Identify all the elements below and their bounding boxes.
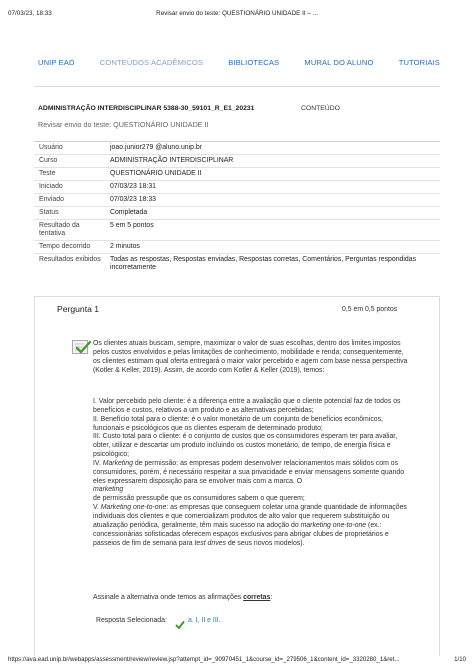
correct-answer-icon	[72, 340, 91, 356]
selected-answer-letter: a.	[188, 617, 194, 624]
statement-5-term-2: marketing one-to-one	[300, 521, 367, 529]
statement-5	[93, 504, 410, 548]
info-value: 07/03/23 18:33	[110, 196, 156, 203]
statement-5-text: : as empresas que conseguem coletar uma grande quantidade de informações individuais dos clientes e que comercializam produtos de alto valor que requerem substituição ou atualização periódica, geralmente, têm mais sucesso na adoção do	[93, 504, 407, 529]
info-value: 2 minutos	[110, 243, 140, 250]
course-breadcrumb[interactable]: ADMINISTRAÇÃO INTERDISCIPLINAR 5388-30_59101_R_E1_20231	[38, 105, 255, 112]
statement-4-term-2: marketing	[93, 486, 124, 494]
statement-5-text-2: (ex.: concessionárias sofisticadas oferecem espaços exclusivos para abrigar clubes de proprietários e passeios de fim de semana para	[93, 521, 389, 547]
selected-answer-label: Resposta Selecionada:	[96, 617, 167, 624]
statement-5-term: Marketing one-to-one	[100, 504, 167, 512]
selected-answer-value: I, II e III.	[195, 617, 221, 624]
info-row-curso	[34, 154, 440, 167]
statement-2: II. Benefício total para o cliente: é o valor monetário de um conjunto de benefícios econômicos, funcionais e psicológicos que os clientes esperam de determinado produto;	[93, 415, 383, 432]
attempt-info-table	[34, 141, 440, 274]
info-label: Enviado	[39, 196, 64, 203]
info-label: Tempo decorrido	[39, 243, 91, 250]
info-label: Resultado da tentativa	[39, 222, 80, 237]
question-title: Pergunta 1	[57, 304, 100, 314]
info-value: ADMINISTRAÇÃO INTERDISCIPLINAR	[110, 157, 234, 164]
print-footer	[8, 656, 466, 666]
statement-1: I. Valor percebido pelo cliente: é a diferença entre a avaliação que o cliente potencial faz de todos os benefícios e custos, relativos a um produto e as alternativas percebidas;	[93, 398, 401, 414]
statement-5-tail: de seus novos modelos).	[225, 539, 305, 547]
info-row-usuario	[34, 141, 440, 154]
print-title: Revisar envio do teste: QUESTIONÁRIO UNIDADE II – ...	[156, 10, 318, 17]
statement-5-prefix: V.	[93, 504, 101, 512]
breadcrumb-conteudo[interactable]: CONTEÚDO	[301, 105, 340, 112]
info-value: Todas as respostas, Respostas enviadas, Respostas corretas, Comentários, Perguntas respondidas incorretamente	[110, 256, 417, 271]
nav-mural-do-aluno[interactable]: MURAL DO ALUNO	[304, 58, 374, 67]
question-intro: Os clientes atuais buscam, sempre, maximizar o valor de suas escolhas, dentro dos limites impostos pelos custos envolvidos e pelas limitações de conhecimento, mobilidade e renda; consequentemente, os clientes estimam qual oferta entregará o maior valor percebido e agem com base nessa perspectiva (Kotler & Keller, 2019). Assim, de acordo com Kotler & Keller (2019), temos:	[93, 340, 408, 374]
info-value: joao.junior279 @aluno.unip.br	[110, 144, 203, 151]
print-page-number: 1/10	[454, 656, 466, 663]
statement-4-tail: de permissão pressupõe que os consumidores sabem o que querem;	[93, 495, 305, 503]
instruction-prefix: Assinale a alternativa onde temos as afirmações	[93, 594, 244, 601]
statement-3: III. Custo total para o cliente: é o conjunto de custos que os consumidores esperam ter para avaliar, obter, utilizar e descartar um produto incluindo os custos monetário, de tempo, de energia física e psicológico;	[93, 433, 398, 459]
print-datetime: 07/03/23, 18:33	[8, 10, 52, 17]
info-label: Curso	[39, 157, 58, 164]
statement-4-term: Marketing	[102, 459, 133, 467]
nav-divider	[34, 86, 440, 87]
info-label: Usuário	[39, 144, 63, 151]
info-row-teste	[34, 167, 440, 180]
nav-bibliotecas[interactable]: BIBLIOTECAS	[228, 58, 280, 67]
info-label: Teste	[39, 170, 56, 177]
page-title: Revisar envio do teste: QUESTIONÁRIO UNIDADE II	[38, 120, 209, 129]
selected-answer	[188, 617, 221, 624]
info-label: Status	[39, 209, 59, 216]
instruction-suffix: :	[270, 594, 273, 601]
info-row-iniciado	[34, 180, 440, 193]
statement-4	[93, 460, 410, 504]
question-text	[93, 340, 410, 547]
statement-4-prefix: IV.	[93, 459, 103, 467]
question-score: 0,5 em 0,5 pontos	[342, 306, 398, 313]
nav-unip-ead[interactable]: UNIP EAD	[38, 58, 75, 67]
statement-4-text: de permissão: as empresas podem desenvolver relacionamentos mais sólidos com os consumidores, porém, é necessário respeitar a sua privacidade e enviar mensagens somente quando eles expressarem disposição para se envolver mais com a marca. O	[93, 459, 405, 485]
nav-tutoriais[interactable]: TUTORIAIS	[398, 58, 440, 67]
info-value: QUESTIONÁRIO UNIDADE II	[110, 170, 202, 177]
nav-conteudos-academicos[interactable]: CONTEÚDOS ACADÊMICOS	[99, 58, 204, 67]
print-header	[8, 10, 466, 20]
info-row-status	[34, 206, 440, 219]
info-label: Iniciado	[39, 183, 63, 190]
info-label: Resultados exibidos	[39, 256, 101, 263]
statement-5-term-3: test drives	[194, 539, 226, 547]
info-row-enviado	[34, 193, 440, 206]
info-value: Completada	[110, 209, 148, 216]
check-icon	[175, 620, 185, 630]
info-value: 07/03/23 18:31	[110, 183, 156, 190]
info-row-resultados-exibidos	[34, 253, 440, 274]
info-row-resultado	[34, 219, 440, 240]
info-value: 5 em 5 pontos	[110, 222, 154, 229]
statements-list	[93, 398, 410, 548]
instruction-emphasis: corretas	[243, 594, 271, 601]
print-url: https://ava.ead.unip.br/webapps/assessment/review/review.jsp?attempt_id=_90970451_1&course_id=_279506_1&content_id=_3320280_1&ret...	[8, 656, 400, 663]
info-row-tempo	[34, 240, 440, 253]
top-navigation	[38, 58, 440, 72]
question-instruction	[93, 594, 272, 601]
